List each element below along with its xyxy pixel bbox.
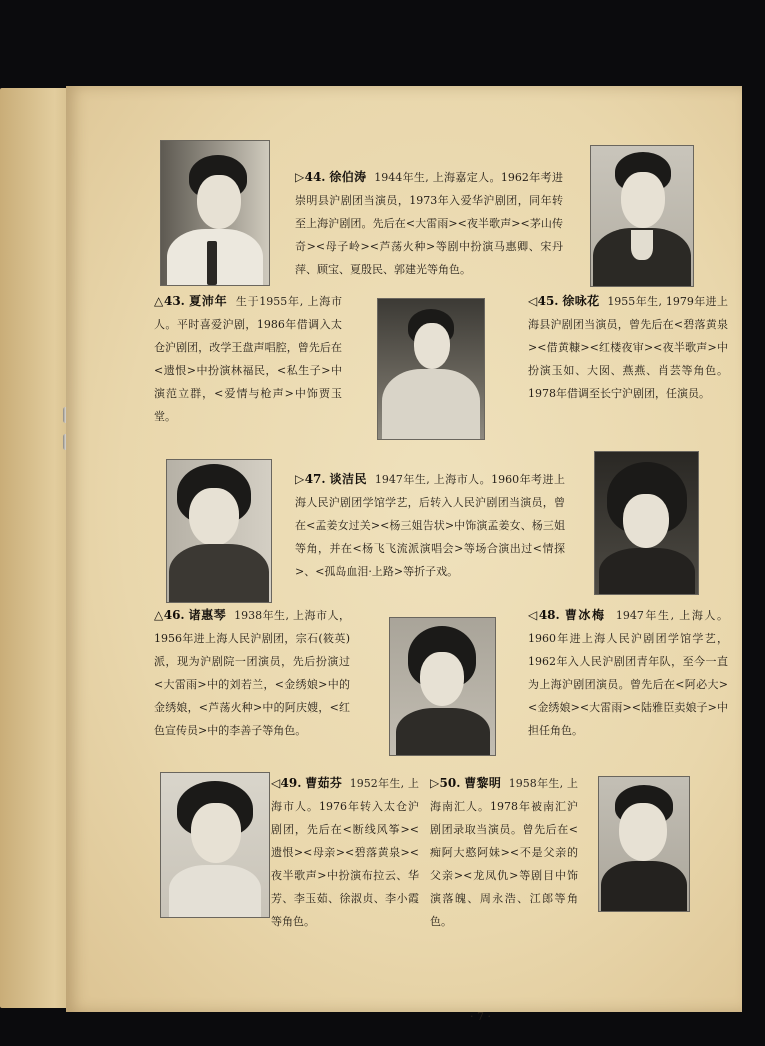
bio-text: 上海嘉定人。1962年考进崇明县沪剧团当演员，1973年入爱华沪剧团，同年转至上海沪剧团。先后在<大雷雨><夜半歌声><茅山传奇><母子岭><芦荡火种>等剧中扮演马惠卿、宋丹萍、顾宝、夏殷民、郭建光等角色。 (295, 171, 563, 276)
bio-entry-44 (295, 166, 563, 281)
birth-year: 1947年生, (615, 609, 675, 622)
person-name: 徐咏花 (562, 294, 600, 308)
birth-year: 1947年生, (374, 473, 430, 486)
entry-marker: ▷50. (430, 776, 461, 790)
person-name: 谈洁民 (329, 472, 367, 486)
bio-entry-48 (528, 604, 728, 742)
page-number: · 7 · (470, 1010, 491, 1023)
birth-year: 1955年生, (607, 295, 662, 308)
portrait-photo-46 (166, 459, 272, 603)
portrait-photo-50 (598, 776, 690, 912)
entry-marker: △43. (154, 294, 185, 308)
portrait-photo-48 (389, 617, 496, 756)
entry-marker: ◁49. (271, 776, 302, 790)
person-name: 诸惠琴 (188, 608, 227, 622)
magazine-page (66, 86, 742, 1023)
bio-text: 上海市人。1976年转入太仓沪剧团，先后在<断线风筝><遗恨><母亲><碧落黄泉><夜半歌声>中扮演布拉云、华芳、李玉茹、徐淑贞、李小霞等角色。 (271, 777, 419, 928)
birth-year: 1938年生, (234, 609, 290, 622)
entry-marker: ▷44. (295, 170, 326, 184)
person-name: 曹茹芬 (305, 776, 343, 790)
bio-text: 上海人。1960年进上海人民沪剧团学馆学艺，1962年入人民沪剧团青年队，至今一直为上海沪剧团演员。曾先后在<阿必大><金绣娘><大雷雨><陆雅臣卖娘子>中担任角色。 (528, 609, 729, 737)
bio-entry-50 (430, 772, 578, 933)
portrait-photo-44 (590, 145, 694, 287)
portrait-photo-47 (594, 451, 699, 595)
portrait-photo-49 (160, 772, 270, 918)
birth-year: 1944年生, (374, 171, 429, 184)
bio-entry-49 (271, 772, 419, 933)
birth-year: 生于1955年, (235, 295, 304, 308)
entry-marker: ◁45. (528, 294, 559, 308)
portrait-photo-45 (377, 298, 485, 440)
person-name: 夏沛年 (189, 294, 228, 308)
entry-marker: ▷47. (295, 472, 326, 486)
portrait-photo-43 (160, 140, 270, 286)
person-name: 曹冰梅 (564, 608, 606, 622)
bio-text: 上海市人，1956年进上海人民沪剧团，宗石(筱英)派，现为沪剧院一团演员，先后扮演过<大雷雨>中的刘若兰，<金绣娘>中的金绣娘，<芦荡火种>中的阿庆嫂，<红色宣传员>中的李善子等角色。 (154, 609, 351, 737)
entry-marker: △46. (154, 608, 185, 622)
birth-year: 1958年生, (508, 777, 564, 790)
bio-text: 上海市人。平时喜爱沪剧，1986年借调入太仓沪剧团，改学王盘声唱腔，曾先后在<遗恨>中扮演林福民，<私生子>中演范立群，<爱情与枪声>中饰贾玉堂。 (154, 295, 343, 423)
bio-entry-47 (295, 468, 565, 583)
bio-entry-46 (154, 604, 350, 742)
person-name: 曹黎明 (464, 776, 502, 790)
birth-year: 1952年生, (349, 777, 405, 790)
bio-text: 上海南汇人。1978年被南汇沪剧团录取当演员。曾先后在<痴阿大憨阿妹><不是父亲的父亲><龙凤仇>等剧目中饰演落魄、周永浩、江郎等角色。 (430, 777, 578, 928)
bio-text: 1979年进上海县沪剧团当演员，曾先后在<碧落黄泉><借黄糠><红楼夜审><夜半歌声>中扮演玉如、大囡、燕燕、肖芸等角色。1978年借调至长宁沪剧团，任演员。 (528, 295, 729, 400)
bio-text: 上海市人。1960年考进上海人民沪剧团学馆学艺，后转入人民沪剧团当演员，曾在<孟姜女过关><杨三姐告状>中饰演孟姜女、杨三姐等角，并在<杨飞飞流派演唱会>等场合演出过<情探>、<孤岛血泪·上路>等折子戏。 (295, 473, 565, 578)
person-name: 徐伯涛 (329, 170, 367, 184)
entry-marker: ◁48. (528, 608, 560, 622)
bio-entry-45 (528, 290, 728, 405)
bio-entry-43 (154, 290, 342, 428)
